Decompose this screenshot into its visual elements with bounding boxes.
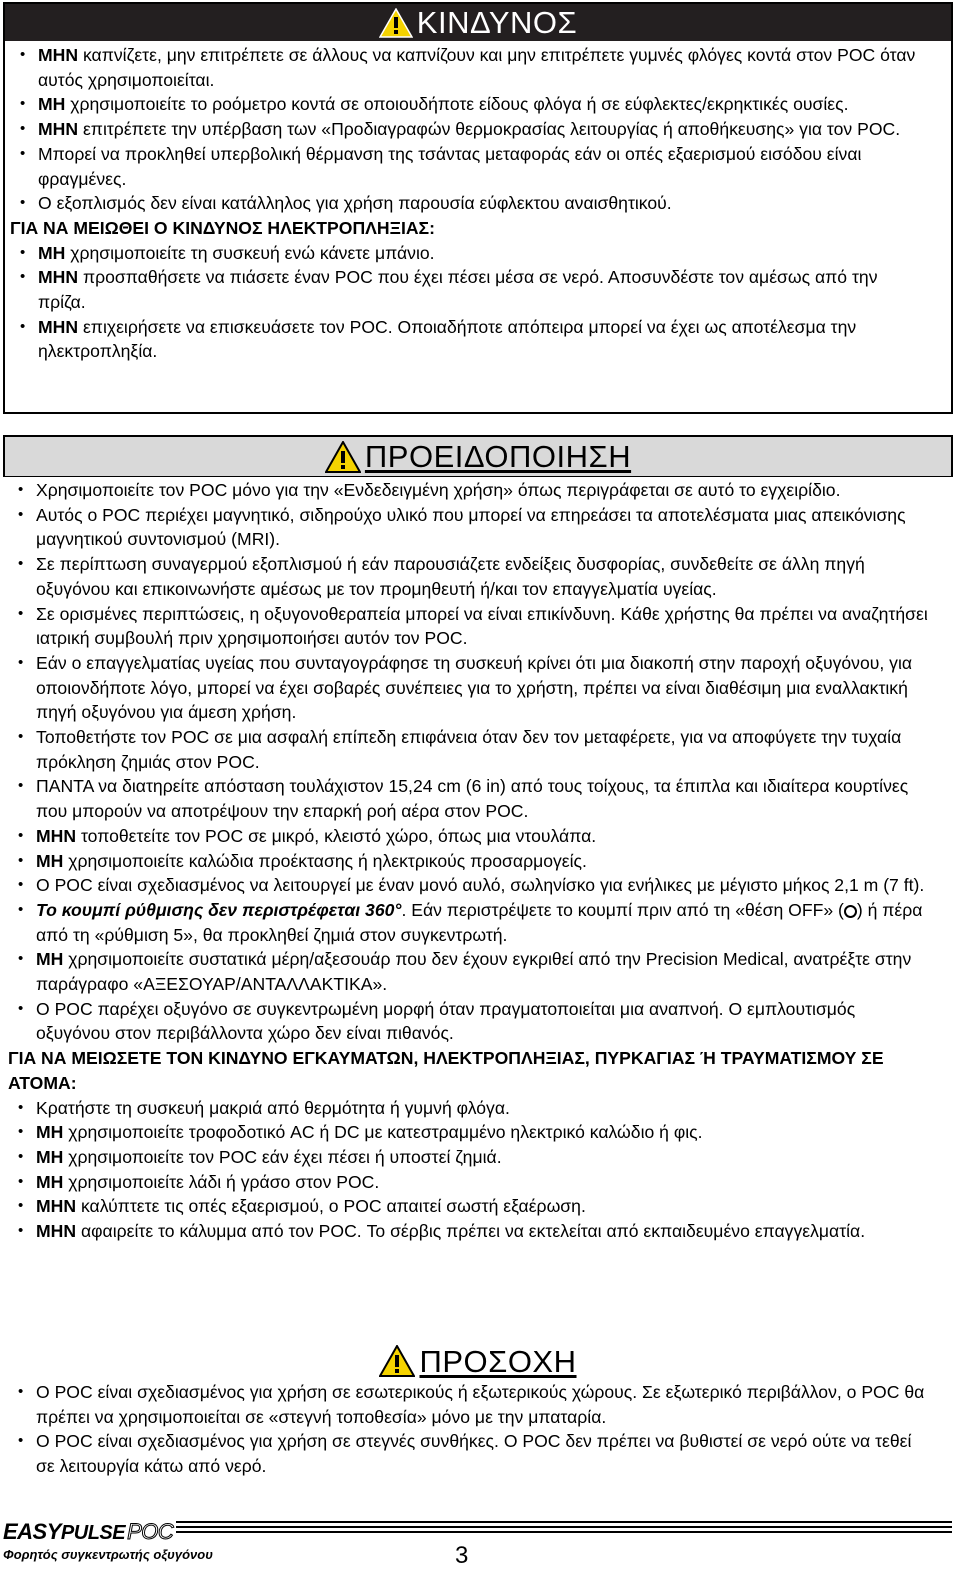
item-text: Ο POC είναι σχεδιασμένος για χρήση σε εσωτερικούς ή εξωτερικούς χώρους. Σε εξωτερικό περιβάλλον, ο POC θα πρέπει να χρησιμοποιείται σε «στεγνή τοποθεσία» μόνο με την μπαταρία. [36,1382,925,1427]
warning-item [3,1120,953,1145]
item-text: Χρησιμοποιείτε τον POC μόνο για την «Ενδεδειγμένη χρήση» όπως περιγράφεται σε αυτό το εγχειρίδιο. [36,480,841,500]
knob-text-after: ) ή πέρα από τη «ρύθμιση 5», θα προκληθεί ζημιά στον συγκεντρωτή. [36,899,923,945]
warning-item [3,478,953,503]
warning-triangle-icon [379,8,413,38]
emphasis-keyword: ΜΗ [38,94,66,115]
bullet-icon: • [20,95,26,113]
danger-item [5,191,951,216]
bullet-icon: • [18,1098,24,1116]
item-text: χρησιμοποιείτε τον POC εάν έχει πέσει ή υποστεί ζημιά. [63,1146,502,1167]
warning-item [3,824,953,849]
knob-emphasis: Το κουμπί ρύθμισης δεν περιστρέφεται 360° [36,899,402,920]
warning-body [3,477,953,1244]
item-text: χρησιμοποιείτε συστατικά μέρη/αξεσουάρ που δεν έχουν εγκριθεί από την Precision Medical, ανατρέξτε στην παράγραφο «ΑΞΕΣΟΥΑΡ/ΑΝΤΑΛΛΑΚΤΙΚΑ». [36,949,912,995]
item-text: Ο POC είναι σχεδιασμένος για χρήση σε στεγνές συνθήκες. Ο POC δεν πρέπει να βυθιστεί σε νερό ούτε να τεθεί σε λειτουργία κάτω από νερό. [36,1431,912,1477]
item-text: Σε περίπτωση συναγερμού εξοπλισμού ή εάν παρουσιάζετε ενδείξεις δυσφορίας, συνδεθείτε σε άλλη πηγή οξυγόνου και επικοινωνήστε αμέσως με τον προμηθευτή ή/και τον επαγγελματία υγείας. [36,554,865,599]
bullet-icon: • [18,1172,24,1190]
item-text: χρησιμοποιείτε τη συσκευή ενώ κάνετε μπάνιο. [65,242,435,263]
emphasis-keyword: ΜΗΝ [38,316,79,337]
warning-item [3,725,953,774]
item-text: Αυτός ο POC περιέχει μαγνητικό, σιδηρούχο υλικό που μπορεί να επηρεάσει τα αποτελέσματα μιας απεικόνισης μαγνητικού συντονισμού (MRI). [36,504,906,550]
item-text: Μπορεί να προκληθεί υπερβολική θέρμανση της τσάντας μεταφοράς εάν οι οπές εξαερισμού εισόδου είναι φραγμένες. [38,143,862,189]
warning-item [3,602,953,651]
bullet-icon: • [18,555,24,573]
warning-item [3,651,953,725]
logo-poc: POC [127,1519,174,1544]
bullet-icon: • [18,1222,24,1240]
emphasis-keyword: ΜΗΝ [36,1196,77,1217]
footer-tagline: Φορητός συγκεντρωτής οξυγόνου [3,1547,213,1562]
emphasis-keyword: ΜΗΝ [38,45,79,65]
caution-title: ΠΡΟΣΟΧΗ [419,1343,577,1379]
warning-triangle-icon [379,1345,415,1377]
warning-item [3,1170,953,1195]
item-text: Ο POC είναι σχεδιασμένος να λειτουργεί με έναν μονό αυλό, σωληνίσκο για ενήλικες με μέγιστο μήκος 2,1 m (7 ft). [36,875,925,896]
caution-header [3,1342,953,1380]
bullet-icon: • [18,1147,24,1165]
item-text: χρησιμοποιείτε λάδι ή γράσο στον POC. [63,1171,380,1192]
item-text: ΠΑΝΤΑ να διατηρείτε απόσταση τουλάχιστον 15,24 cm (6 in) από τους τοίχους, τα έπιπλα και ιδιαίτερα κουρτίνες που μπορούν να αποτρέψουν την επαρκή ροή αέρα στον POC. [36,776,909,822]
item-text: χρησιμοποιείτε τροφοδοτικό AC ή DC με κατεστραμμένο ηλεκτρικό καλώδιο ή φις. [63,1122,703,1143]
danger-box [3,2,953,414]
danger-item [5,142,951,191]
bullet-icon: • [18,999,24,1017]
bullet-icon: • [20,46,26,63]
bullet-icon: • [20,317,26,335]
emphasis-keyword: ΜΗ [38,242,66,263]
caution-body [3,1380,953,1479]
bullet-icon: • [18,1432,24,1450]
easypulse-logo [3,1519,173,1545]
emphasis-keyword: ΜΗ [36,949,64,970]
danger-title: ΚΙΝΔΥΝΟΣ [416,5,578,40]
warning-item [3,1219,953,1244]
danger-item [5,265,951,314]
bullet-icon: • [20,120,26,138]
item-text: Κρατήστε τη συσκευή μακριά από θερμότητα ή γυμνή φλόγα. [36,1097,510,1118]
warning-item [3,503,953,552]
bullet-icon: • [18,1123,24,1141]
danger-item [5,92,951,117]
item-text: Ο POC παρέχει οξυγόνο σε συγκεντρωμένη μορφή όταν πραγματοποιείται μια αναπνοή. Ο εμπλουτισμός οξυγόνου στον περιβάλλοντα χώρο δεν είναι πιθανός. [36,998,856,1044]
item-text: Εάν ο επαγγελματίας υγείας που συνταγογράφησε τη συσκευή κρίνει ότι μια διακοπή στην παροχή οξυγόνου, για οποιονδήποτε λόγο, μπορεί να έχει σοβαρές συνέπειες για το χρήστη, πρέπει να είναι διαθέσιμη μια εναλλακτική πηγή οξυγόνου για άμεση χρήση. [36,652,913,723]
bullet-icon: • [18,1383,24,1400]
warning-item [3,873,953,898]
bullet-icon: • [18,900,24,918]
item-text: τοποθετείτε τον POC σε μικρό, κλειστό χώρο, όπως μια ντουλάπα. [76,825,597,846]
warning-item [3,947,953,996]
warning-triangle-icon [325,441,361,473]
off-symbol-icon [844,905,857,918]
warning-item [3,774,953,823]
emphasis-keyword: ΜΗ [36,850,64,871]
warning-subheading: ΓΙΑ ΝΑ ΜΕΙΩΣΕΤΕ ΤΟΝ ΚΙΝΔΥΝΟ ΕΓΚΑΥΜΑΤΩΝ, ΗΛΕΚΤΡΟΠΛΗΞΙΑΣ, ΠΥΡΚΑΓΙΑΣ Ή ΤΡΑΥΜΑΤΙΣΜΟΥ ΣΕ ΑΤΟΜΑ: [8,1048,884,1093]
warning-item [3,849,953,874]
item-text: χρησιμοποιείτε καλώδια προέκτασης ή ηλεκτρικούς προσαρμογείς. [63,850,587,871]
item-text: προσπαθήσετε να πιάσετε έναν POC που έχει πέσει μέσα σε νερό. Αποσυνδέστε τον αμέσως από την πρίζα. [38,267,878,313]
item-text: χρησιμοποιείτε το ροόμετρο κοντά σε οποιουδήποτε είδους φλόγα ή σε εύφλεκτες/εκρηκτικές ουσίες. [65,94,849,115]
bullet-icon: • [18,876,24,894]
bullet-icon: • [20,268,26,286]
warning-item [3,1194,953,1219]
bullet-icon: • [20,243,26,261]
bullet-icon: • [18,851,24,869]
emphasis-keyword: ΜΗ [36,1146,64,1167]
bullet-icon: • [18,777,24,795]
emphasis-keyword: ΜΗ [36,1122,64,1143]
danger-item [5,315,951,364]
danger-item [5,43,951,92]
bullet-icon: • [18,728,24,746]
item-text: επιτρέπετε την υπέρβαση των «Προδιαγραφών θερμοκρασίας λειτουργίας ή αποθήκευσης» για τον POC. [78,119,901,140]
item-text: Σε ορισμένες περιπτώσεις, η οξυγονοθεραπεία μπορεί να είναι επικίνδυνη. Κάθε χρήστης θα πρέπει να αναζητήσει ιατρική συμβουλή πριν χρησιμοποιήσει αυτόν τον POC. [36,603,928,649]
warning-item [3,1145,953,1170]
page-number: 3 [455,1542,469,1569]
item-text: αφαιρείτε το κάλυμμα από τον POC. Το σέρβις πρέπει να εκτελείται από εκπαιδευμένο επαγγελματία. [76,1221,866,1242]
item-text: επιχειρήσετε να επισκευάσετε τον POC. Οποιαδήποτε απόπειρα μπορεί να έχει ως αποτέλεσμα την ηλεκτροπληξία. [38,316,857,362]
bullet-icon: • [18,826,24,844]
bullet-icon: • [18,505,24,523]
caution-item [3,1380,953,1429]
bullet-icon: • [20,144,26,162]
item-text: καπνίζετε, μην επιτρέπετε σε άλλους να καπνίζουν και μην επιτρέπετε γυμνές φλόγες κοντά στον POC όταν αυτός χρησιμοποιείται. [38,45,916,90]
bullet-icon: • [18,1197,24,1215]
danger-body [5,41,951,364]
danger-header [5,4,951,41]
emphasis-keyword: ΜΗΝ [36,1221,77,1242]
caution-item [3,1429,953,1478]
bullet-icon: • [20,194,26,212]
logo-pulse: PULSE [60,1522,126,1544]
bullet-icon: • [18,653,24,671]
item-text: καλύπτετε τις οπές εξαερισμού, ο POC απαιτεί σωστή εξαέρωση. [76,1196,586,1217]
emphasis-keyword: ΜΗΝ [38,267,79,288]
warning-item [3,997,953,1046]
bullet-icon: • [18,950,24,968]
emphasis-keyword: ΜΗ [36,1171,64,1192]
warning-item-knob [3,898,953,947]
bullet-icon: • [18,604,24,622]
warning-header [3,435,953,477]
emphasis-keyword: ΜΗΝ [38,119,79,140]
emphasis-keyword: ΜΗΝ [36,825,77,846]
caution-box [3,1342,953,1482]
warning-title: ΠΡΟΕΙΔΟΠΟΙΗΣΗ [364,439,632,474]
danger-item [5,241,951,266]
warning-box [3,435,953,1315]
warning-item [3,552,953,601]
footer-rule [176,1521,952,1536]
item-text: Τοποθετήστε τον POC σε μια ασφαλή επίπεδη επιφάνεια όταν δεν τον μεταφέρετε, για να αποφύγετε την τυχαία πρόκληση ζημιάς στον POC. [36,727,902,772]
danger-subheading: ΓΙΑ ΝΑ ΜΕΙΩΘΕΙ Ο ΚΙΝΔΥΝΟΣ ΗΛΕΚΤΡΟΠΛΗΞΙΑΣ: [10,217,435,238]
bullet-icon: • [18,481,24,498]
danger-item [5,117,951,142]
warning-item [3,1096,953,1121]
logo-easy: EASY [3,1519,61,1544]
item-text: Ο εξοπλισμός δεν είναι κατάλληλος για χρήση παρουσία εύφλεκτου αναισθητικού. [38,193,672,214]
knob-text-before: . Εάν περιστρέψετε το κουμπί πριν από τη «θέση OFF» ( [401,899,844,920]
